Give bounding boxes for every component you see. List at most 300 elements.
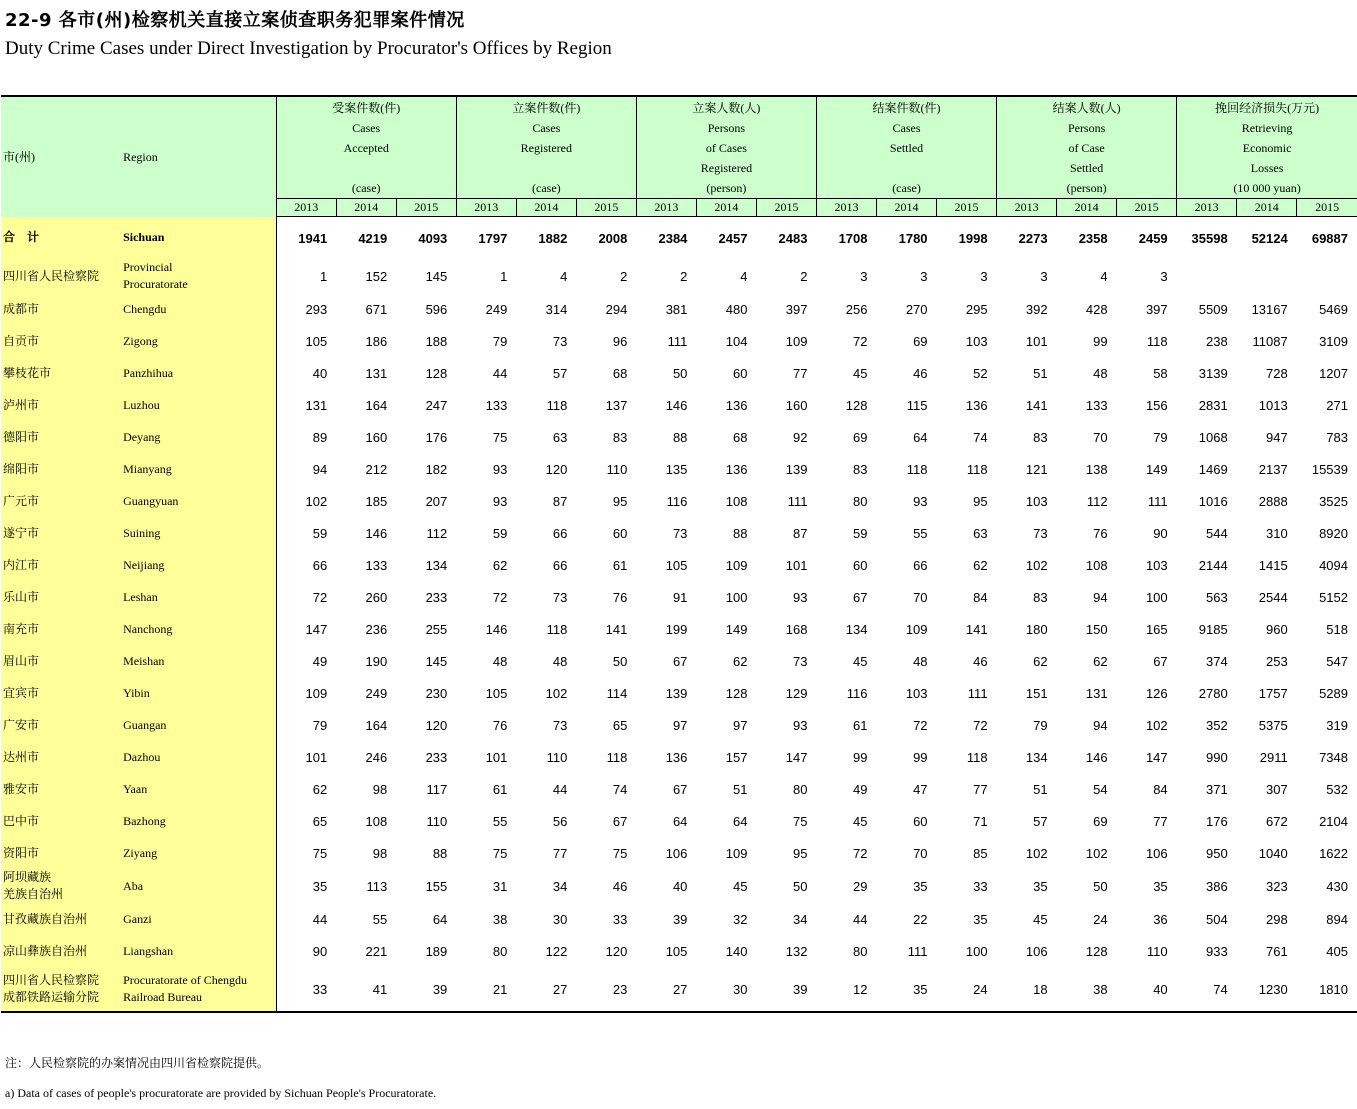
value-cell: 128 <box>845 397 868 413</box>
value-cell: 77 <box>793 365 808 381</box>
value-cell: 56 <box>552 813 568 829</box>
value-cell: 2459 <box>1138 230 1168 246</box>
value-cell: 164 <box>365 717 388 733</box>
value-cell: 35 <box>1153 878 1168 894</box>
group-header-line: (case) <box>351 181 381 195</box>
year-header: 2013 <box>1177 199 1237 217</box>
value-cell: 1797 <box>478 230 508 246</box>
value-cell: 185 <box>365 493 388 509</box>
region-name-cn: 绵阳市 <box>1 453 121 485</box>
value-cell: 75 <box>492 429 508 445</box>
value-cell: 22 <box>913 911 928 927</box>
value-cell: 249 <box>365 685 388 701</box>
value-cell: 405 <box>1326 943 1348 959</box>
value-cell: 100 <box>965 943 988 959</box>
value-cell: 72 <box>492 589 508 605</box>
value-cell: 58 <box>1153 365 1168 381</box>
table-row <box>1 357 1357 389</box>
value-cell: 27 <box>636 967 696 1012</box>
value-cell: 109 <box>785 333 808 349</box>
value-cell: 101 <box>305 749 328 765</box>
value-cell: 51 <box>732 781 748 797</box>
value-cell: 55 <box>913 525 928 541</box>
value-cell: 35 <box>1033 878 1048 894</box>
table-row <box>1 517 1357 549</box>
region-name-en: Ganzi <box>121 903 276 935</box>
value-cell: 113 <box>366 878 388 894</box>
value-cell: 99 <box>913 749 928 765</box>
value-cell: 236 <box>365 621 388 637</box>
value-cell: 46 <box>612 878 628 894</box>
value-cell: 2 <box>680 268 688 284</box>
group-header <box>1177 96 1357 199</box>
value-cell: 39 <box>396 967 456 1012</box>
value-cell: 182 <box>425 461 448 477</box>
value-cell: 70 <box>913 589 928 605</box>
value-cell: 3 <box>980 268 988 284</box>
value-cell: 95 <box>612 493 628 509</box>
value-cell: 50 <box>612 653 628 669</box>
value-cell: 83 <box>1033 589 1048 605</box>
value-cell: 109 <box>305 685 328 701</box>
region-name-en: Guangan <box>121 709 276 741</box>
value-cell: 136 <box>665 749 688 765</box>
value-cell: 894 <box>1326 911 1348 927</box>
value-cell: 72 <box>312 589 328 605</box>
table-row <box>1 967 1357 1012</box>
year-header: 2014 <box>516 199 576 217</box>
value-cell: 352 <box>1205 717 1228 733</box>
year-header: 2014 <box>1237 199 1297 217</box>
value-cell: 1622 <box>1319 845 1348 861</box>
value-cell: 83 <box>853 461 868 477</box>
value-cell: 75 <box>312 845 328 861</box>
value-cell: 66 <box>312 557 328 573</box>
table-row <box>1 549 1357 581</box>
value-cell: 87 <box>552 493 568 509</box>
group-header-line: Accepted <box>343 141 389 155</box>
value-cell: 51 <box>1033 781 1048 797</box>
value-cell: 44 <box>552 781 568 797</box>
value-cell: 64 <box>913 429 928 445</box>
value-cell: 120 <box>425 717 448 733</box>
value-cell: 180 <box>1025 621 1048 637</box>
value-cell: 146 <box>365 525 388 541</box>
value-cell: 35 <box>312 878 328 894</box>
value-cell: 94 <box>1093 589 1108 605</box>
value-cell: 1016 <box>1198 493 1228 509</box>
region-name-cn: 宜宾市 <box>1 677 121 709</box>
group-header-line: (case) <box>892 181 921 195</box>
value-cell: 24 <box>1093 911 1108 927</box>
region-name-en: Guangyuan <box>121 485 276 517</box>
value-cell: 69887 <box>1311 230 1348 246</box>
value-cell: 64 <box>672 813 688 829</box>
value-cell: 190 <box>365 653 388 669</box>
value-cell: 96 <box>612 333 628 349</box>
group-header-line: (person) <box>1066 181 1107 195</box>
region-name-cn: 凉山彝族自治州 <box>1 935 121 967</box>
value-cell: 49 <box>312 653 328 669</box>
value-cell: 145 <box>425 268 448 284</box>
table-row <box>1 677 1357 709</box>
value-cell: 109 <box>725 557 748 573</box>
value-cell: 118 <box>966 461 988 477</box>
value-cell: 60 <box>853 557 868 573</box>
region-name-en: Yibin <box>121 677 276 709</box>
value-cell: 2831 <box>1198 397 1228 413</box>
value-cell: 120 <box>545 461 568 477</box>
value-cell: 110 <box>1146 943 1168 959</box>
value-cell: 672 <box>1266 813 1288 829</box>
value-cell: 50 <box>672 365 688 381</box>
value-cell: 97 <box>672 717 688 733</box>
value-cell: 98 <box>372 845 388 861</box>
value-cell: 139 <box>665 685 688 701</box>
value-cell: 134 <box>845 621 868 637</box>
year-header: 2013 <box>997 199 1057 217</box>
value-cell: 136 <box>965 397 988 413</box>
value-cell: 111 <box>667 333 688 349</box>
year-header: 2015 <box>576 199 636 217</box>
value-cell: 106 <box>1145 845 1168 861</box>
value-cell <box>1177 259 1237 293</box>
value-cell: 79 <box>312 717 328 733</box>
year-header: 2013 <box>636 199 696 217</box>
region-name-en: Dazhou <box>121 741 276 773</box>
value-cell: 295 <box>965 301 988 317</box>
value-cell: 40 <box>312 365 328 381</box>
value-cell: 109 <box>905 621 928 637</box>
value-cell: 960 <box>1266 621 1288 637</box>
value-cell: 141 <box>605 621 628 637</box>
value-cell: 103 <box>1145 557 1168 573</box>
table-body <box>1 217 1357 1013</box>
value-cell: 99 <box>1093 333 1108 349</box>
year-header: 2014 <box>696 199 756 217</box>
region-name-en: Procuratorate of Chengdu Railroad Bureau <box>121 967 276 1012</box>
region-name-en: Panzhihua <box>121 357 276 389</box>
value-cell: 72 <box>913 717 928 733</box>
group-header-line: Cases <box>352 121 381 135</box>
table-title-chinese: 22-9 各市(州)检察机关直接立案侦查职务犯罪案件情况 <box>5 10 465 31</box>
value-cell: 157 <box>725 749 748 765</box>
value-cell: 3 <box>1160 268 1168 284</box>
value-cell: 307 <box>1266 781 1288 797</box>
region-name-en: Liangshan <box>121 935 276 967</box>
value-cell: 76 <box>612 589 628 605</box>
value-cell: 105 <box>305 333 328 349</box>
value-cell: 1207 <box>1319 365 1348 381</box>
group-header-line: of Cases <box>705 141 747 155</box>
value-cell: 54 <box>1093 781 1108 797</box>
region-name-en: Aba <box>121 869 276 903</box>
table-row <box>1 613 1357 645</box>
value-cell: 1708 <box>838 230 868 246</box>
value-cell: 140 <box>725 943 748 959</box>
value-cell: 94 <box>1093 717 1108 733</box>
value-cell: 31 <box>492 878 508 894</box>
value-cell: 84 <box>973 589 988 605</box>
value-cell: 48 <box>913 653 928 669</box>
value-cell: 176 <box>1205 813 1228 829</box>
value-cell: 230 <box>425 685 448 701</box>
value-cell: 41 <box>336 967 396 1012</box>
value-cell: 80 <box>793 781 808 797</box>
value-cell: 2358 <box>1078 230 1108 246</box>
value-cell: 67 <box>853 589 868 605</box>
value-cell: 110 <box>606 461 628 477</box>
value-cell: 88 <box>672 429 688 445</box>
value-cell: 1469 <box>1198 461 1228 477</box>
table-row <box>1 389 1357 421</box>
value-cell: 1 <box>319 268 328 284</box>
value-cell: 141 <box>965 621 988 637</box>
value-cell: 24 <box>937 967 997 1012</box>
value-cell: 480 <box>725 301 748 317</box>
value-cell: 141 <box>1025 397 1048 413</box>
value-cell: 246 <box>365 749 388 765</box>
value-cell: 35598 <box>1191 230 1228 246</box>
region-name-en: Provincial Procuratorate <box>121 259 276 293</box>
region-name-cn: 乐山市 <box>1 581 121 613</box>
value-cell: 4094 <box>1319 557 1348 573</box>
value-cell: 93 <box>492 493 508 509</box>
value-cell: 323 <box>1266 878 1288 894</box>
value-cell: 105 <box>665 943 688 959</box>
region-name-cn: 雅安市 <box>1 773 121 805</box>
value-cell: 381 <box>665 301 688 317</box>
footnote-chinese: 注：人民检察院的办案情况由四川省检察院提供。 <box>5 1056 270 1070</box>
value-cell: 8920 <box>1319 525 1348 541</box>
value-cell: 2888 <box>1258 493 1288 509</box>
value-cell: 39 <box>756 967 816 1012</box>
value-cell: 102 <box>1085 845 1108 861</box>
value-cell: 48 <box>552 653 568 669</box>
value-cell: 57 <box>552 365 568 381</box>
value-cell: 5152 <box>1319 589 1348 605</box>
group-header <box>636 96 816 199</box>
value-cell: 111 <box>787 493 808 509</box>
value-cell: 1068 <box>1198 429 1228 445</box>
table-row <box>1 421 1357 453</box>
value-cell: 133 <box>1085 397 1108 413</box>
value-cell: 118 <box>1146 333 1168 349</box>
value-cell: 314 <box>545 301 568 317</box>
value-cell: 63 <box>552 429 568 445</box>
value-cell: 110 <box>546 749 568 765</box>
value-cell: 146 <box>485 621 508 637</box>
value-cell: 49 <box>853 781 868 797</box>
group-header <box>997 96 1177 199</box>
value-cell: 109 <box>725 845 748 861</box>
value-cell: 111 <box>1147 493 1168 509</box>
value-cell: 63 <box>973 525 988 541</box>
value-cell: 5375 <box>1258 717 1288 733</box>
region-name-cn: 资阳市 <box>1 837 121 869</box>
region-name-en: Sichuan <box>121 217 276 260</box>
value-cell: 131 <box>365 365 388 381</box>
value-cell: 21 <box>456 967 516 1012</box>
year-header: 2014 <box>1057 199 1117 217</box>
value-cell: 120 <box>605 943 628 959</box>
value-cell: 1013 <box>1258 397 1288 413</box>
group-header-line: Registered <box>700 161 753 175</box>
region-name-cn: 自贡市 <box>1 325 121 357</box>
value-cell: 93 <box>492 461 508 477</box>
value-cell: 38 <box>1057 967 1117 1012</box>
value-cell: 103 <box>965 333 988 349</box>
group-header-line: 结案人数(人) <box>1052 101 1121 115</box>
value-cell: 212 <box>365 461 388 477</box>
region-name-cn: 达州市 <box>1 741 121 773</box>
value-cell: 117 <box>426 781 448 797</box>
group-header-line: Losses <box>1250 161 1284 175</box>
value-cell: 93 <box>793 717 808 733</box>
region-name-en: Chengdu <box>121 293 276 325</box>
value-cell: 728 <box>1266 365 1288 381</box>
value-cell: 11087 <box>1252 333 1288 349</box>
value-cell: 134 <box>425 557 448 573</box>
value-cell: 67 <box>612 813 628 829</box>
value-cell: 104 <box>725 333 748 349</box>
value-cell: 2483 <box>778 230 808 246</box>
value-cell: 990 <box>1205 749 1228 765</box>
value-cell: 108 <box>725 493 748 509</box>
value-cell: 67 <box>1153 653 1168 669</box>
value-cell: 199 <box>665 621 688 637</box>
value-cell: 15539 <box>1311 461 1348 477</box>
value-cell: 319 <box>1326 717 1348 733</box>
value-cell: 139 <box>785 461 808 477</box>
value-cell: 13167 <box>1251 301 1288 317</box>
region-name-cn: 德阳市 <box>1 421 121 453</box>
table-row <box>1 837 1357 869</box>
value-cell: 51 <box>1033 365 1048 381</box>
value-cell: 38 <box>492 911 508 927</box>
value-cell: 146 <box>665 397 688 413</box>
region-name-cn: 阿坝藏族 羌族自治州 <box>1 869 121 903</box>
value-cell: 3 <box>860 268 868 284</box>
value-cell: 101 <box>485 749 508 765</box>
group-header-line: of Case <box>1068 141 1105 155</box>
year-header: 2013 <box>276 199 336 217</box>
value-cell: 47 <box>913 781 928 797</box>
value-cell: 1941 <box>298 230 328 246</box>
value-cell: 112 <box>426 525 448 541</box>
value-cell: 2 <box>620 268 628 284</box>
value-cell: 233 <box>425 589 448 605</box>
region-name-en: Leshan <box>121 581 276 613</box>
value-cell: 52 <box>973 365 988 381</box>
value-cell: 147 <box>785 749 808 765</box>
value-cell: 134 <box>1025 749 1048 765</box>
value-cell: 2457 <box>718 230 748 246</box>
value-cell: 149 <box>725 621 748 637</box>
value-cell: 544 <box>1205 525 1228 541</box>
column-header-region-cn: 市(州) <box>1 96 121 217</box>
group-header-line: (case) <box>532 181 561 195</box>
value-cell: 547 <box>1326 653 1348 669</box>
value-cell: 50 <box>1093 878 1108 894</box>
group-header-line <box>277 158 456 178</box>
value-cell: 83 <box>1033 429 1048 445</box>
value-cell: 255 <box>425 621 448 637</box>
value-cell: 83 <box>612 429 628 445</box>
value-cell: 103 <box>1025 493 1048 509</box>
value-cell: 57 <box>1033 813 1048 829</box>
value-cell: 79 <box>1033 717 1048 733</box>
value-cell: 61 <box>492 781 508 797</box>
value-cell: 116 <box>846 685 868 701</box>
value-cell: 397 <box>1145 301 1168 317</box>
value-cell: 114 <box>606 685 628 701</box>
table-row <box>1 293 1357 325</box>
value-cell: 32 <box>732 911 748 927</box>
table-row <box>1 453 1357 485</box>
value-cell: 115 <box>906 397 928 413</box>
value-cell: 947 <box>1266 429 1288 445</box>
value-cell <box>1297 259 1357 293</box>
value-cell: 2008 <box>598 230 628 246</box>
value-cell: 2544 <box>1258 589 1288 605</box>
table-row <box>1 485 1357 517</box>
table-row <box>1 325 1357 357</box>
value-cell: 88 <box>732 525 748 541</box>
value-cell: 79 <box>1153 429 1168 445</box>
value-cell: 55 <box>372 911 388 927</box>
value-cell: 147 <box>1145 749 1168 765</box>
region-name-en: Meishan <box>121 645 276 677</box>
table-row <box>1 903 1357 935</box>
value-cell: 40 <box>1117 967 1177 1012</box>
group-header-line: 挽回经济损失(万元) <box>1215 101 1320 115</box>
value-cell: 106 <box>1025 943 1048 959</box>
value-cell: 374 <box>1205 653 1228 669</box>
value-cell: 118 <box>906 461 928 477</box>
value-cell: 5509 <box>1198 301 1228 317</box>
group-header <box>816 96 996 199</box>
table-row <box>1 869 1357 903</box>
value-cell: 72 <box>853 845 868 861</box>
value-cell: 207 <box>425 493 448 509</box>
value-cell: 2780 <box>1198 685 1228 701</box>
value-cell: 2 <box>800 268 808 284</box>
value-cell: 66 <box>552 557 568 573</box>
value-cell: 2911 <box>1259 749 1288 765</box>
table-row <box>1 645 1357 677</box>
group-header-line: 结案件数(件) <box>872 101 941 115</box>
value-cell: 133 <box>365 557 388 573</box>
value-cell: 23 <box>576 967 636 1012</box>
value-cell: 1780 <box>898 230 928 246</box>
table-row <box>1 935 1357 967</box>
year-header: 2013 <box>456 199 516 217</box>
value-cell: 29 <box>853 878 868 894</box>
year-header: 2015 <box>937 199 997 217</box>
value-cell: 62 <box>973 557 988 573</box>
group-header-line: Economic <box>1242 141 1292 155</box>
value-cell: 73 <box>1033 525 1048 541</box>
year-header: 2015 <box>396 199 456 217</box>
value-cell: 80 <box>853 493 868 509</box>
value-cell: 2384 <box>658 230 688 246</box>
value-cell: 45 <box>1033 911 1048 927</box>
value-cell: 101 <box>1025 333 1048 349</box>
value-cell: 60 <box>732 365 748 381</box>
value-cell: 65 <box>612 717 628 733</box>
value-cell: 3 <box>1040 268 1048 284</box>
